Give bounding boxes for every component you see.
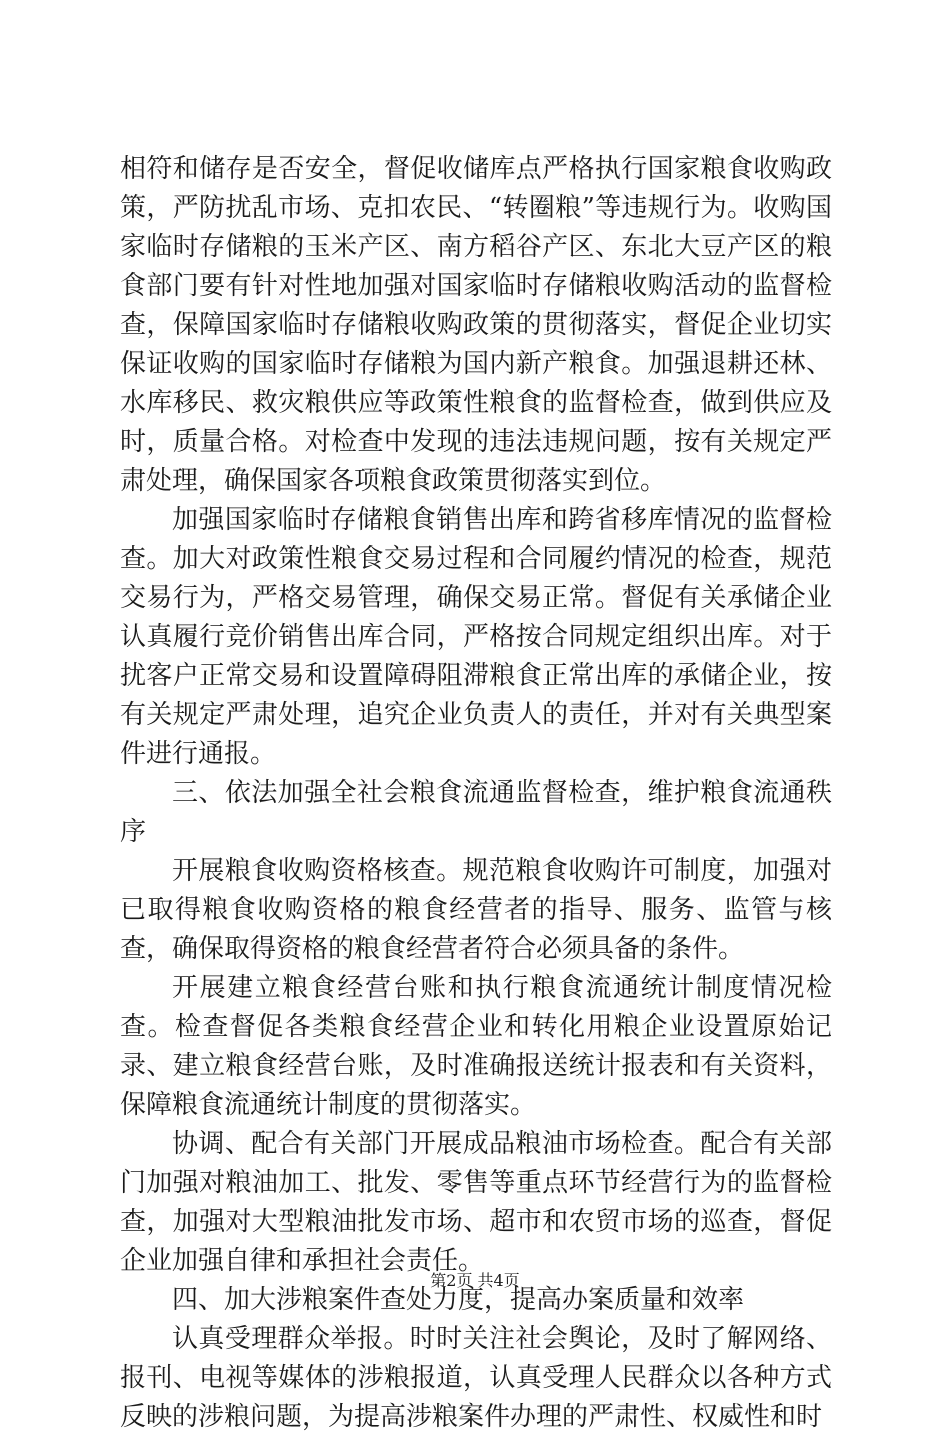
page-number-footer: 第2页 共4页 (430, 1271, 520, 1290)
paragraph-6: 协调、配合有关部门开展成品粮油市场检查。配合有关部门加强对粮油加工、批发、零售等重点环节经营行为的监督检查，加强对大型粮油批发市场、超市和农贸市场的巡查，督促企业加强自律和承担社会责任。 (120, 1129, 832, 1276)
paragraph-5: 开展建立粮食经营台账和执行粮食流通统计制度情况检查。检查督促各类粮食经营企业和转化用粮企业设置原始记录、建立粮食经营台账，及时准确报送统计报表和有关资料，保障粮食流通统计制度的贯彻落实。 (120, 973, 832, 1120)
paragraph-8: 认真受理群众举报。时时关注社会舆论，及时了解网络、报刊、电视等媒体的涉粮报道，认真受理人民群众以各种方式反映的涉粮问题，为提高涉粮案件办理的严肃性、权威性和时 (120, 1324, 832, 1432)
document-body (120, 150, 832, 1437)
paragraph-2: 加强国家临时存储粮食销售出库和跨省移库情况的监督检查。加大对政策性粮食交易过程和合同履约情况的检查，规范交易行为，严格交易管理，确保交易正常。督促有关承储企业认真履行竞价销售出库合同，严格按合同规定组织出库。对于扰客户正常交易和设置障碍阻滞粮食正常出库的承储企业，按有关规定严肃处理，追究企业负责人的责任，并对有关典型案件进行通报。 (120, 505, 832, 769)
paragraph-4: 开展粮食收购资格核查。规范粮食收购许可制度，加强对已取得粮食收购资格的粮食经营者的指导、服务、监管与核查，确保取得资格的粮食经营者符合必须具备的条件。 (120, 856, 832, 964)
paragraph-1: 相符和储存是否安全，督促收储库点严格执行国家粮食收购政策，严防扰乱市场、克扣农民、“转圈粮”等违规行为。收购国家临时存储粮的玉米产区、南方稻谷产区、东北大豆产区的粮食部门要有针对性地加强对国家临时存储粮收购活动的监督检查，保障国家临时存储粮收购政策的贯彻落实，督促企业切实保证收购的国家临时存储粮为国内新产粮食。加强退耕还林、水库移民、救灾粮供应等政策性粮食的监督检查，做到供应及时，质量合格。对检查中发现的违法违规问题，按有关规定严肃处理，确保国家各项粮食政策贯彻落实到位。 (120, 154, 832, 496)
section-heading-4: 四、加大涉粮案件查处力度，提高办案质量和效率 (172, 1285, 745, 1315)
section-heading-3: 三、依法加强全社会粮食流通监督检查，维护粮食流通秩序 (120, 778, 832, 847)
